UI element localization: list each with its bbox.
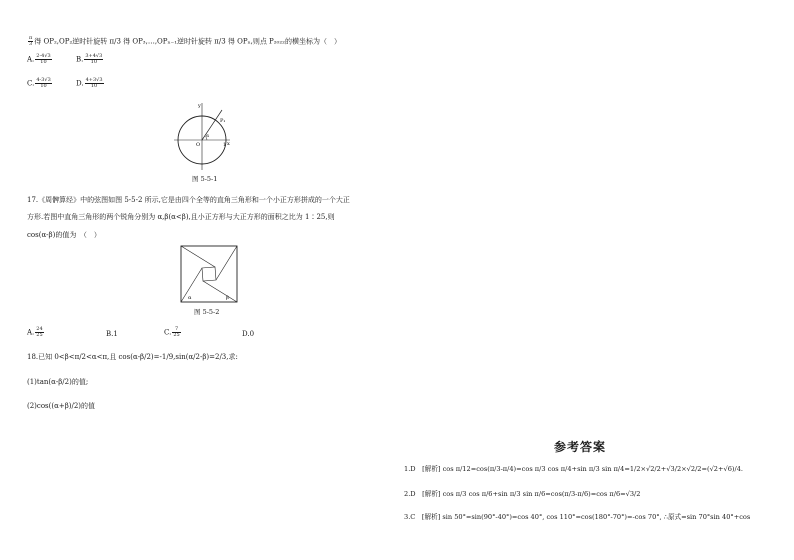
q17-option-b: B.1: [106, 330, 118, 338]
q16-option-d: D. $\frac{4+3√3}{10}$: [76, 77, 103, 89]
answer-1: 1.D [解析] cos π/12=cos(π/3-π/4)=cos π/3 cos π/4+sin π/3 sin π/4=1/2×√2/2+√3/2×√2/2=(√2+√6)/4.: [404, 465, 743, 473]
unit-circle-figure: [172, 100, 232, 172]
origin-label: O: [196, 142, 201, 148]
q17-line-1: 17.《周髀算经》中的弦图如图 5-5-2 所示,它是由四个全等的直角三角形和一个小正方形拼成的一个大正: [27, 196, 350, 204]
q16-stem-line: [27, 36, 341, 47]
q16-lead-fraction: $\frac{\pi}{3}$: [29, 35, 33, 47]
q16-option-b: B. $\frac{3+4√3}{10}$: [76, 53, 103, 65]
figure-5-5-1-caption: 图 5-5-1: [192, 175, 218, 183]
answer-3: 3.C [解析] sin 50°=sin(90°-40°)=cos 40°, cos 110°=cos(180°-70°)=-cos 70°, ∴原式=sin 70°sin 40°+cos: [404, 513, 751, 521]
chord-diagram-figure: [180, 245, 238, 303]
q17-option-c: C. $\frac{7}{25}$: [164, 326, 180, 338]
q17-option-d: D.0: [242, 330, 255, 338]
one-label: 1: [223, 143, 226, 148]
beta-label: β: [226, 295, 229, 301]
figure-5-5-2-caption: 图 5-5-2: [194, 308, 220, 316]
answer-2: 2.D [解析] cos π/3 cos π/6+sin π/3 sin π/6=cos(π/3-π/6)=cos π/6=√3/2: [404, 490, 641, 498]
alpha-label: α: [206, 134, 210, 139]
x-axis-label: x: [227, 141, 230, 147]
alpha-label: α: [188, 295, 192, 301]
q16-stem-text: 得 OP₂,OP₂逆时针旋转 π/3 得 OP₃,…,OPₙ₋₁逆时针旋转 π/3 得 OPₙ,则点 P₂₀₂₂的横坐标为（ ）: [34, 37, 341, 46]
outer-square: [181, 246, 237, 302]
q18-part-1: (1)tan(α-β/2)的值;: [27, 378, 89, 386]
q16-option-a: A. $\frac{2-4√3}{10}$: [27, 53, 51, 65]
q16-option-c: C. $\frac{4-3√3}{10}$: [27, 77, 51, 89]
p1-label: P₁: [220, 118, 226, 124]
q17-option-a: A. $\frac{24}{25}$: [27, 326, 43, 338]
q17-line-3: cos(α-β)的值为 （ ）: [27, 231, 101, 239]
q18-stem: 18.已知 0<β<π/2<α<π,且 cos(α-β/2)=-1/9,sin(α/2-β)=2/3,求:: [27, 353, 238, 361]
answers-title: 参考答案: [554, 440, 607, 454]
q18-part-2: (2)cos((α+β)/2)的值: [27, 402, 96, 410]
ray-op1: [202, 110, 222, 140]
inner-square: [202, 267, 216, 281]
y-axis-label: y: [198, 103, 201, 109]
q17-line-2: 方形.若图中直角三角形的两个锐角分别为 α,β(α<β),且小正方形与大正方形的面积之比为 1∶25,则: [27, 213, 335, 221]
